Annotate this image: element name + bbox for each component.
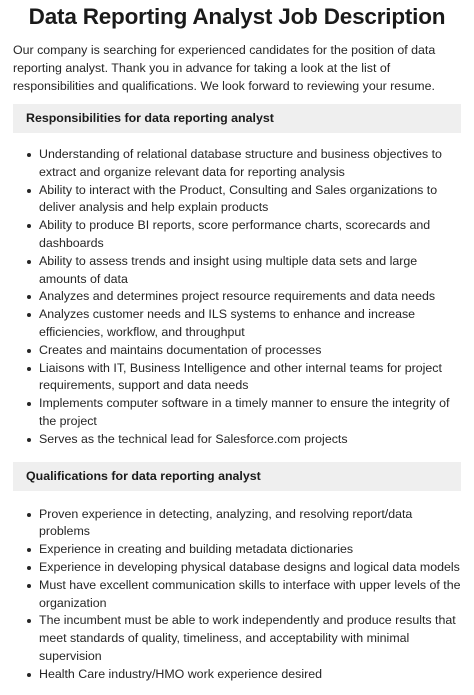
list-item: Health Care industry/HMO work experience desired bbox=[39, 666, 461, 684]
list-item: Ability to assess trends and insight using multiple data sets and large amounts of data bbox=[39, 253, 461, 289]
list-item: Must have excellent communication skills to interface with upper levels of the organization bbox=[39, 577, 461, 613]
list-item: Analyzes and determines project resource requirements and data needs bbox=[39, 288, 461, 306]
list-item: The incumbent must be able to work independently and produce results that meet standards of quality, timeliness, and acceptability with minimal supervision bbox=[39, 612, 461, 665]
list-item: Creates and maintains documentation of processes bbox=[39, 342, 461, 360]
qualifications-heading: Qualifications for data reporting analyst bbox=[13, 462, 461, 491]
responsibilities-heading: Responsibilities for data reporting analyst bbox=[13, 104, 461, 133]
list-item: Experience in developing physical database designs and logical data models bbox=[39, 559, 461, 577]
list-item: Understanding of relational database structure and business objectives to extract and organize relevant data for reporting analysis bbox=[39, 146, 461, 182]
page-title: Data Reporting Analyst Job Description bbox=[28, 4, 446, 29]
list-item: Experience in creating and building metadata dictionaries bbox=[39, 541, 461, 559]
qualifications-list bbox=[13, 506, 461, 684]
list-item: Proven experience in detecting, analyzing, and resolving report/data problems bbox=[39, 506, 461, 542]
list-item: Analyzes customer needs and ILS systems to enhance and increase efficiencies, workflow, and throughput bbox=[39, 306, 461, 342]
intro-paragraph: Our company is searching for experienced candidates for the position of data reporting analyst. Thank you in advance for taking a look at the list of responsibilities and qualifications. We look forward to reviewing your resume. bbox=[13, 43, 436, 93]
list-item: Implements computer software in a timely manner to ensure the integrity of the project bbox=[39, 395, 461, 431]
list-item: Serves as the technical lead for Salesforce.com projects bbox=[39, 431, 461, 449]
list-item: Liaisons with IT, Business Intelligence and other internal teams for project requirements, support and data needs bbox=[39, 360, 461, 396]
responsibilities-list bbox=[13, 146, 461, 449]
list-item: Ability to interact with the Product, Consulting and Sales organizations to deliver analysis and help explain products bbox=[39, 182, 461, 218]
list-item: Ability to produce BI reports, score performance charts, scorecards and dashboards bbox=[39, 217, 461, 253]
